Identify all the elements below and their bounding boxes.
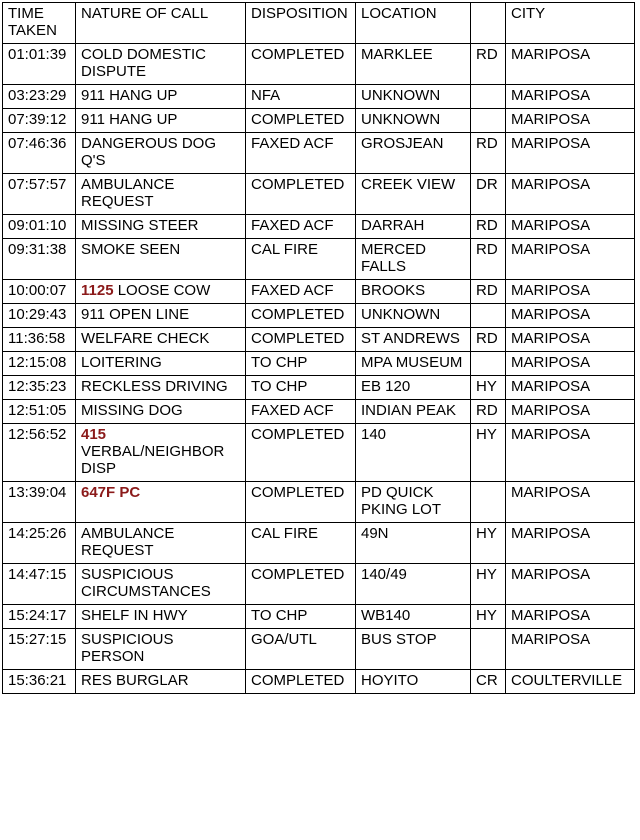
cell-location: BROOKS bbox=[356, 280, 471, 304]
cell-suffix: CR bbox=[471, 670, 506, 694]
table-row bbox=[3, 629, 635, 670]
table-row bbox=[3, 44, 635, 85]
cell-city: MARIPOSA bbox=[506, 352, 635, 376]
cell-nature bbox=[76, 482, 246, 523]
cell-location: WB140 bbox=[356, 605, 471, 629]
table-row bbox=[3, 564, 635, 605]
cell-disposition: COMPLETED bbox=[246, 304, 356, 328]
cell-disposition: COMPLETED bbox=[246, 564, 356, 605]
cell-time: 12:51:05 bbox=[3, 400, 76, 424]
cell-suffix: RD bbox=[471, 239, 506, 280]
cell-suffix: HY bbox=[471, 564, 506, 605]
cell-city: MARIPOSA bbox=[506, 85, 635, 109]
table-row bbox=[3, 670, 635, 694]
cell-time: 03:23:29 bbox=[3, 85, 76, 109]
nature-text: SHELF IN HWY bbox=[81, 607, 188, 624]
cell-disposition: COMPLETED bbox=[246, 328, 356, 352]
cell-nature bbox=[76, 304, 246, 328]
cell-disposition: CAL FIRE bbox=[246, 239, 356, 280]
nature-text: DANGEROUS DOG Q'S bbox=[81, 135, 217, 169]
header-location: LOCATION bbox=[356, 3, 471, 44]
cell-suffix: RD bbox=[471, 44, 506, 85]
cell-location: 140/49 bbox=[356, 564, 471, 605]
cell-time: 11:36:58 bbox=[3, 328, 76, 352]
table-row bbox=[3, 352, 635, 376]
table-row bbox=[3, 304, 635, 328]
cell-location: DARRAH bbox=[356, 215, 471, 239]
table-row bbox=[3, 400, 635, 424]
cell-disposition: FAXED ACF bbox=[246, 280, 356, 304]
cell-city: COULTERVILLE bbox=[506, 670, 635, 694]
table-row bbox=[3, 482, 635, 523]
cell-nature bbox=[76, 328, 246, 352]
cell-time: 10:29:43 bbox=[3, 304, 76, 328]
nature-text: WELFARE CHECK bbox=[81, 330, 210, 347]
cell-suffix bbox=[471, 352, 506, 376]
cell-time: 07:57:57 bbox=[3, 174, 76, 215]
cell-suffix bbox=[471, 482, 506, 523]
cell-city: MARIPOSA bbox=[506, 304, 635, 328]
cell-nature bbox=[76, 400, 246, 424]
header-suffix bbox=[471, 3, 506, 44]
cell-nature bbox=[76, 174, 246, 215]
cell-time: 14:25:26 bbox=[3, 523, 76, 564]
cell-time: 15:36:21 bbox=[3, 670, 76, 694]
cell-location: UNKNOWN bbox=[356, 109, 471, 133]
cell-location: UNKNOWN bbox=[356, 304, 471, 328]
cell-location: EB 120 bbox=[356, 376, 471, 400]
cell-disposition: COMPLETED bbox=[246, 174, 356, 215]
cell-suffix: HY bbox=[471, 424, 506, 482]
cell-nature bbox=[76, 239, 246, 280]
cell-disposition: COMPLETED bbox=[246, 109, 356, 133]
cell-nature bbox=[76, 629, 246, 670]
cell-nature bbox=[76, 44, 246, 85]
cell-disposition: COMPLETED bbox=[246, 670, 356, 694]
cell-location: 140 bbox=[356, 424, 471, 482]
cell-location: BUS STOP bbox=[356, 629, 471, 670]
cell-time: 12:15:08 bbox=[3, 352, 76, 376]
cell-disposition: NFA bbox=[246, 85, 356, 109]
cell-location: UNKNOWN bbox=[356, 85, 471, 109]
cell-time: 15:24:17 bbox=[3, 605, 76, 629]
cell-location: INDIAN PEAK bbox=[356, 400, 471, 424]
cell-disposition: FAXED ACF bbox=[246, 133, 356, 174]
cell-time: 09:01:10 bbox=[3, 215, 76, 239]
cell-suffix: RD bbox=[471, 215, 506, 239]
table-row bbox=[3, 523, 635, 564]
cell-disposition: COMPLETED bbox=[246, 424, 356, 482]
cell-city: MARIPOSA bbox=[506, 376, 635, 400]
cell-disposition: TO CHP bbox=[246, 605, 356, 629]
nature-text: COLD DOMESTIC DISPUTE bbox=[81, 46, 207, 80]
cell-nature bbox=[76, 85, 246, 109]
cell-suffix bbox=[471, 85, 506, 109]
table-row bbox=[3, 133, 635, 174]
cell-city: MARIPOSA bbox=[506, 280, 635, 304]
cell-city: MARIPOSA bbox=[506, 400, 635, 424]
cell-disposition: COMPLETED bbox=[246, 44, 356, 85]
cell-nature bbox=[76, 564, 246, 605]
cell-city: MARIPOSA bbox=[506, 133, 635, 174]
call-code: 415 bbox=[81, 426, 107, 443]
cell-city: MARIPOSA bbox=[506, 174, 635, 215]
call-code: 647F PC bbox=[81, 484, 141, 501]
cell-location: CREEK VIEW bbox=[356, 174, 471, 215]
nature-text: SUSPICIOUS PERSON bbox=[81, 631, 174, 665]
cell-nature bbox=[76, 670, 246, 694]
cell-city: MARIPOSA bbox=[506, 564, 635, 605]
cell-nature bbox=[76, 133, 246, 174]
cell-time: 13:39:04 bbox=[3, 482, 76, 523]
cell-disposition: GOA/UTL bbox=[246, 629, 356, 670]
cell-suffix: RD bbox=[471, 133, 506, 174]
nature-text: 911 HANG UP bbox=[81, 87, 178, 104]
nature-text: RES BURGLAR bbox=[81, 672, 189, 689]
cell-time: 01:01:39 bbox=[3, 44, 76, 85]
cell-nature bbox=[76, 523, 246, 564]
cell-nature bbox=[76, 424, 246, 482]
cell-disposition: CAL FIRE bbox=[246, 523, 356, 564]
table-body bbox=[3, 44, 635, 694]
cell-time: 12:35:23 bbox=[3, 376, 76, 400]
cell-disposition: TO CHP bbox=[246, 352, 356, 376]
table-row bbox=[3, 424, 635, 482]
nature-text: VERBAL/NEIGHBOR DISP bbox=[81, 443, 225, 477]
nature-text: RECKLESS DRIVING bbox=[81, 378, 228, 395]
cell-time: 15:27:15 bbox=[3, 629, 76, 670]
cell-suffix bbox=[471, 629, 506, 670]
header-nature: NATURE OF CALL bbox=[76, 3, 246, 44]
call-log-table bbox=[2, 2, 635, 694]
header-time: TIME TAKEN bbox=[3, 3, 76, 44]
cell-city: MARIPOSA bbox=[506, 629, 635, 670]
cell-location: 49N bbox=[356, 523, 471, 564]
cell-location: MPA MUSEUM bbox=[356, 352, 471, 376]
cell-location: ST ANDREWS bbox=[356, 328, 471, 352]
table-row bbox=[3, 605, 635, 629]
cell-suffix: RD bbox=[471, 328, 506, 352]
cell-city: MARIPOSA bbox=[506, 424, 635, 482]
cell-nature bbox=[76, 376, 246, 400]
table-row bbox=[3, 280, 635, 304]
cell-suffix: HY bbox=[471, 605, 506, 629]
table-header bbox=[3, 3, 635, 44]
nature-text: SMOKE SEEN bbox=[81, 241, 181, 258]
cell-suffix: HY bbox=[471, 523, 506, 564]
cell-suffix bbox=[471, 304, 506, 328]
nature-text: LOITERING bbox=[81, 354, 162, 371]
nature-text: AMBULANCE REQUEST bbox=[81, 176, 175, 210]
table-row bbox=[3, 376, 635, 400]
cell-time: 07:46:36 bbox=[3, 133, 76, 174]
cell-suffix: RD bbox=[471, 280, 506, 304]
table-row bbox=[3, 109, 635, 133]
cell-nature bbox=[76, 109, 246, 133]
cell-disposition: TO CHP bbox=[246, 376, 356, 400]
cell-time: 10:00:07 bbox=[3, 280, 76, 304]
header-disposition: DISPOSITION bbox=[246, 3, 356, 44]
header-city: CITY bbox=[506, 3, 635, 44]
cell-city: MARIPOSA bbox=[506, 605, 635, 629]
table-row bbox=[3, 215, 635, 239]
nature-text: SUSPICIOUS CIRCUMSTANCES bbox=[81, 566, 211, 600]
nature-text: AMBULANCE REQUEST bbox=[81, 525, 175, 559]
cell-city: MARIPOSA bbox=[506, 109, 635, 133]
cell-time: 14:47:15 bbox=[3, 564, 76, 605]
nature-text: MISSING DOG bbox=[81, 402, 183, 419]
call-code: 1125 bbox=[81, 282, 114, 299]
cell-location: PD QUICK PKING LOT bbox=[356, 482, 471, 523]
cell-nature bbox=[76, 605, 246, 629]
cell-suffix: RD bbox=[471, 400, 506, 424]
table-row bbox=[3, 174, 635, 215]
nature-text: MISSING STEER bbox=[81, 217, 199, 234]
nature-text: 911 HANG UP bbox=[81, 111, 178, 128]
cell-city: MARIPOSA bbox=[506, 215, 635, 239]
cell-time: 12:56:52 bbox=[3, 424, 76, 482]
cell-disposition: FAXED ACF bbox=[246, 400, 356, 424]
nature-text: 911 OPEN LINE bbox=[81, 306, 190, 323]
cell-location: MARKLEE bbox=[356, 44, 471, 85]
cell-nature bbox=[76, 215, 246, 239]
cell-suffix: DR bbox=[471, 174, 506, 215]
table-row bbox=[3, 239, 635, 280]
cell-suffix: HY bbox=[471, 376, 506, 400]
cell-nature bbox=[76, 280, 246, 304]
cell-city: MARIPOSA bbox=[506, 44, 635, 85]
cell-location: GROSJEAN bbox=[356, 133, 471, 174]
table-row bbox=[3, 328, 635, 352]
nature-text: LOOSE COW bbox=[117, 282, 211, 299]
cell-nature bbox=[76, 352, 246, 376]
cell-city: MARIPOSA bbox=[506, 239, 635, 280]
cell-city: MARIPOSA bbox=[506, 482, 635, 523]
cell-time: 09:31:38 bbox=[3, 239, 76, 280]
cell-disposition: FAXED ACF bbox=[246, 215, 356, 239]
cell-suffix bbox=[471, 109, 506, 133]
cell-time: 07:39:12 bbox=[3, 109, 76, 133]
cell-city: MARIPOSA bbox=[506, 523, 635, 564]
table-row bbox=[3, 85, 635, 109]
cell-disposition: COMPLETED bbox=[246, 482, 356, 523]
cell-location: HOYITO bbox=[356, 670, 471, 694]
header-row bbox=[3, 3, 635, 44]
cell-city: MARIPOSA bbox=[506, 328, 635, 352]
cell-location: MERCED FALLS bbox=[356, 239, 471, 280]
